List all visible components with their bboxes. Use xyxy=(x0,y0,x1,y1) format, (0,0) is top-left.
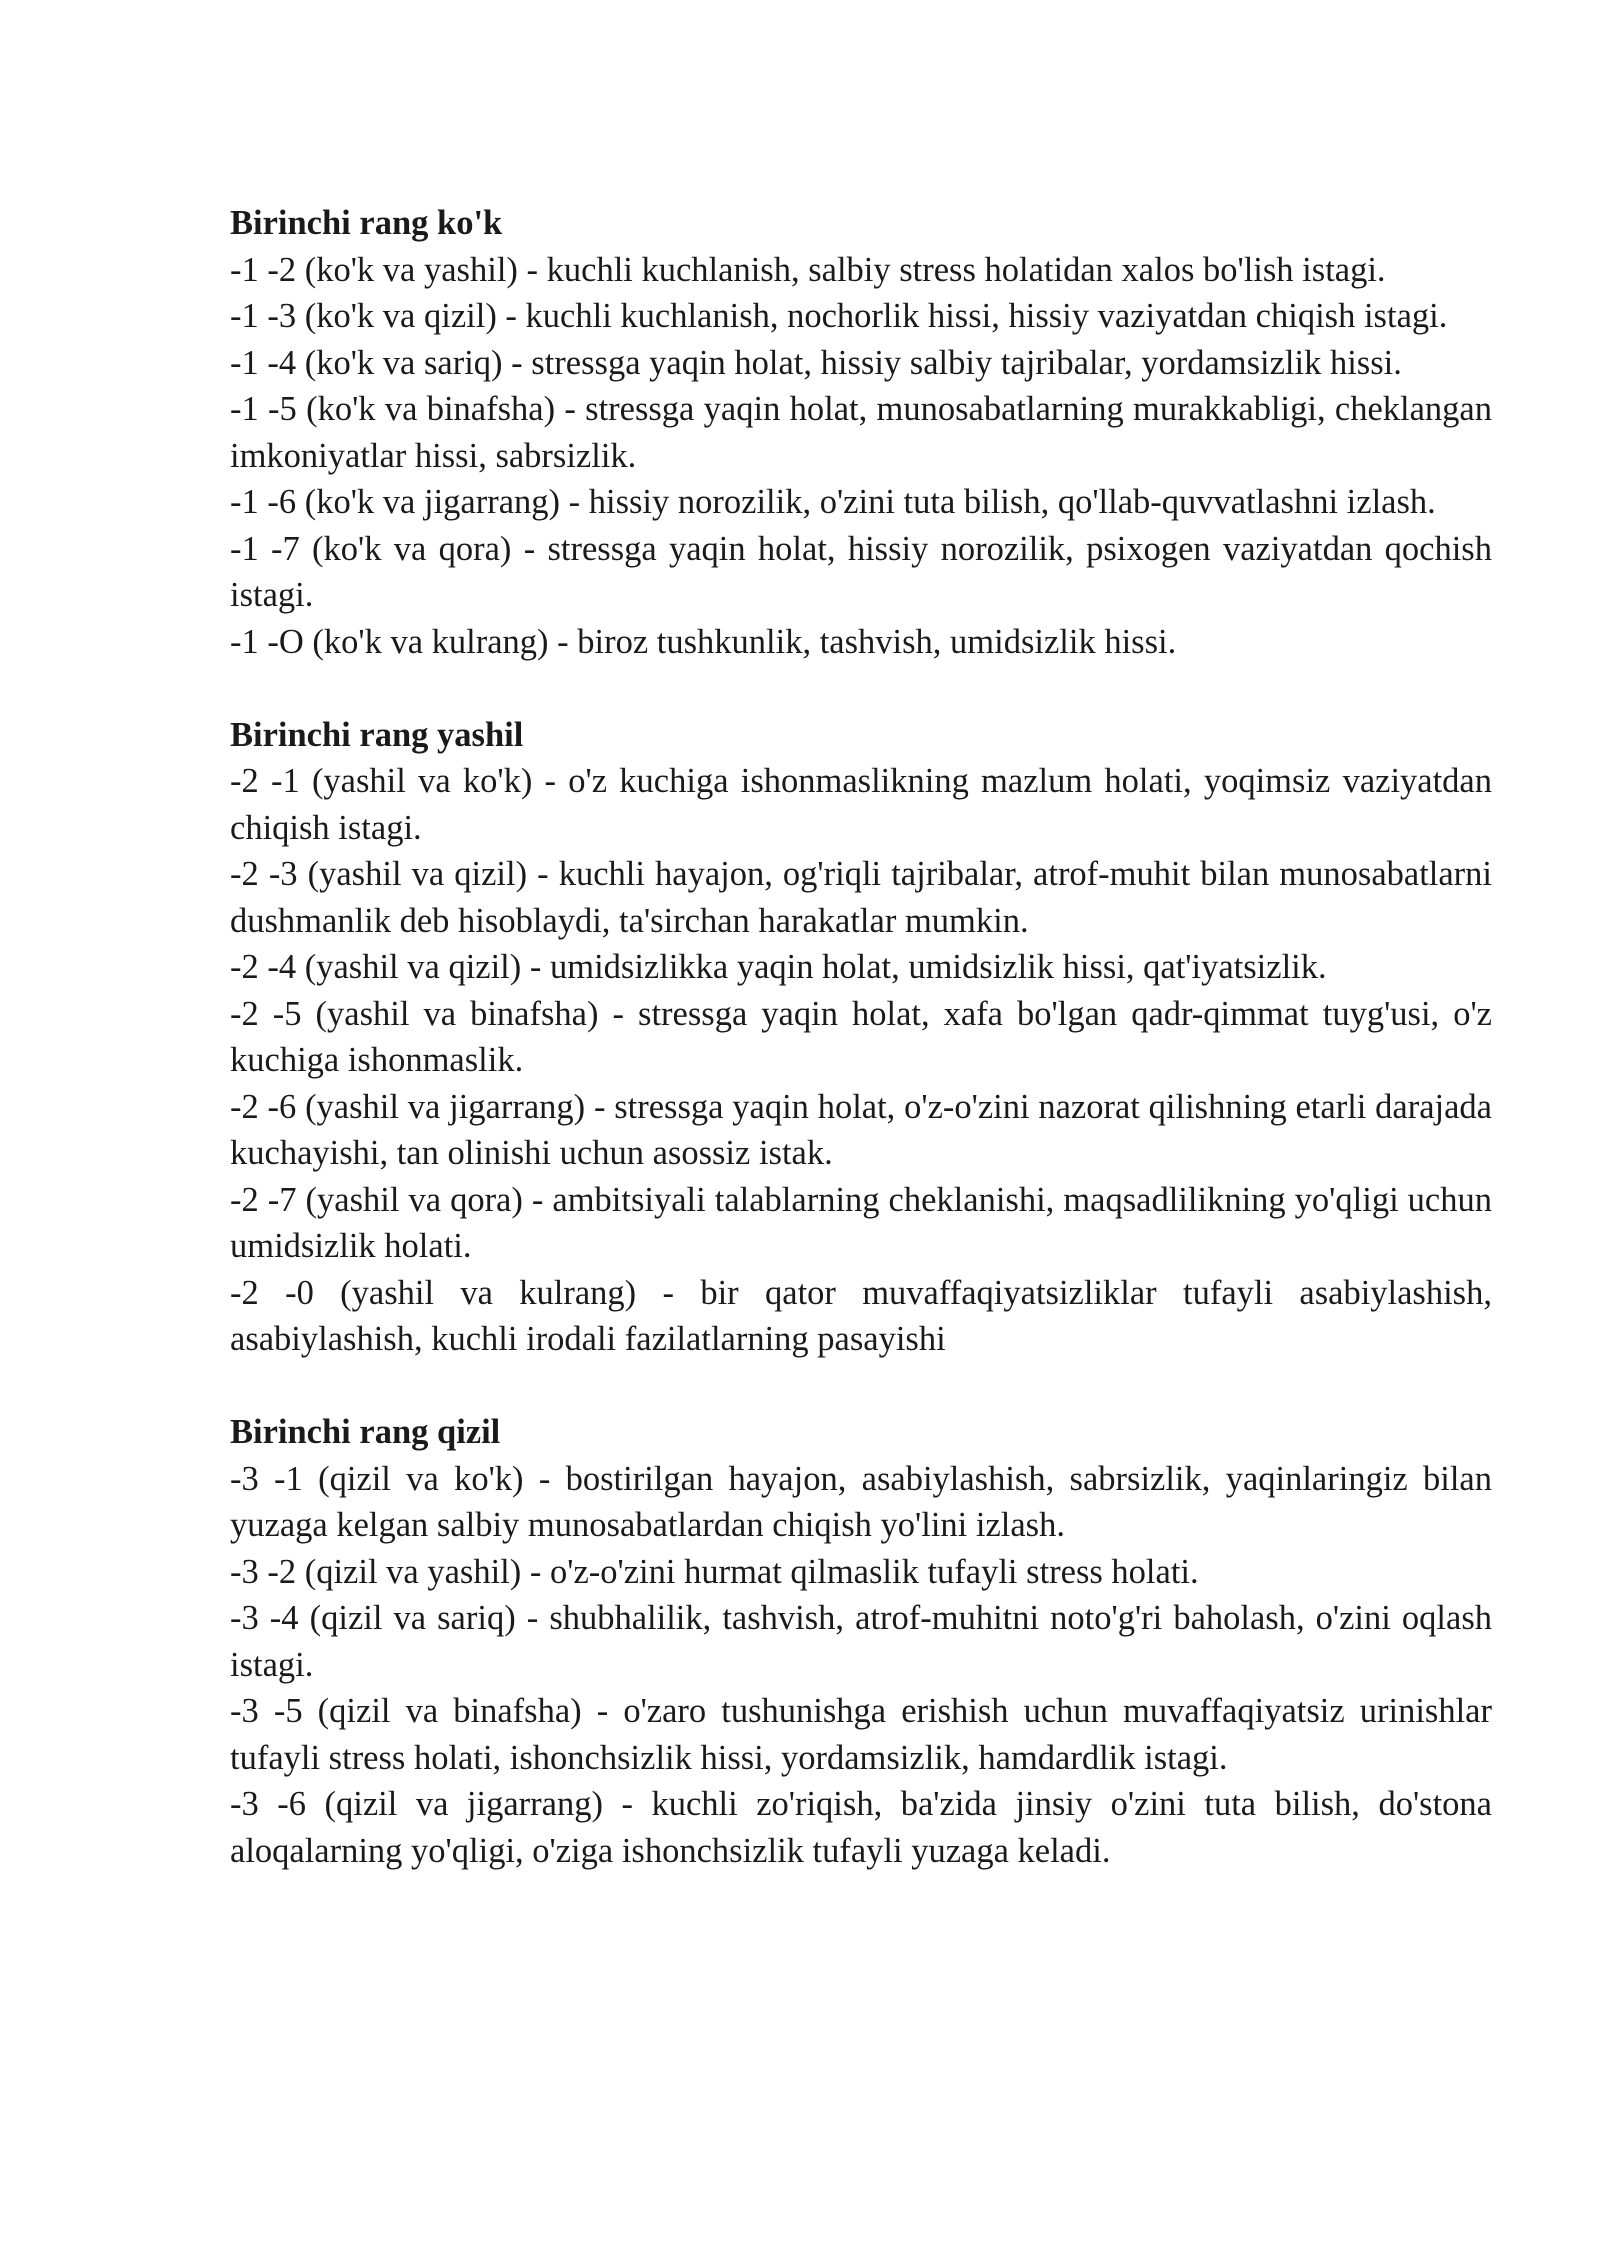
list-item: -3 -6 (qizil va jigarrang) - kuchli zo'riqish, ba'zida jinsiy o'zini tuta bilish, do'stona aloqalarning yo'qligi, o'ziga ishonchsizlik tufayli yuzaga keladi. xyxy=(230,1785,1492,1870)
section-heading: Birinchi rang ko'k xyxy=(230,204,503,242)
list-item: -3 -2 (qizil va yashil) - o'z-o'zini hurmat qilmaslik tufayli stress holati. xyxy=(230,1552,1199,1591)
list-item: -2 -7 (yashil va qora) - ambitsiyali talablarning cheklanishi, maqsadlilikning yo'qligi uchun umidsizlik holati. xyxy=(230,1180,1492,1265)
section-red xyxy=(230,1409,1492,1874)
document-page xyxy=(230,200,1492,1921)
list-item: -1 -4 (ko'k va sariq) - stressga yaqin holat, hissiy salbiy tajribalar, yordamsizlik hissi. xyxy=(230,343,1402,382)
list-item: -3 -4 (qizil va sariq) - shubhalilik, tashvish, atrof-muhitni noto'g'ri baholash, o'zini oqlash istagi. xyxy=(230,1599,1492,1684)
section-blue xyxy=(230,200,1492,665)
section-heading: Birinchi rang qizil xyxy=(230,1413,501,1451)
section-green xyxy=(230,712,1492,1363)
list-item: -1 -2 (ko'k va yashil) - kuchli kuchlanish, salbiy stress holatidan xalos bo'lish istagi. xyxy=(230,250,1386,289)
list-item: -2 -6 (yashil va jigarrang) - stressga yaqin holat, o'z-o'zini nazorat qilishning etarli darajada kuchayishi, tan olinishi uchun asossiz istak. xyxy=(230,1087,1492,1172)
list-item: -3 -1 (qizil va ko'k) - bostirilgan hayajon, asabiylashish, sabrsizlik, yaqinlaringiz bilan yuzaga kelgan salbiy munosabatlardan chiqish yo'lini izlash. xyxy=(230,1459,1492,1544)
list-item: -1 -6 (ko'k va jigarrang) - hissiy norozilik, o'zini tuta bilish, qo'llab-quvvatlashni izlash. xyxy=(230,483,1436,521)
list-item: -1 -3 (ko'k va qizil) - kuchli kuchlanish, nochorlik hissi, hissiy vaziyatdan chiqish istagi. xyxy=(230,297,1448,335)
list-item: -1 -5 (ko'k va binafsha) - stressga yaqin holat, munosabatlarning murakkabligi, cheklangan imkoniyatlar hissi, sabrsizlik. xyxy=(230,390,1492,475)
list-item: -1 -O (ko'k va kulrang) - biroz tushkunlik, tashvish, umidsizlik hissi. xyxy=(230,622,1177,661)
list-item: -1 -7 (ko'k va qora) - stressga yaqin holat, hissiy norozilik, psixogen vaziyatdan qochish istagi. xyxy=(230,529,1492,614)
list-item: -2 -4 (yashil va qizil) - umidsizlikka yaqin holat, umidsizlik hissi, qat'iyatsizlik. xyxy=(230,948,1327,986)
list-item: -2 -5 (yashil va binafsha) - stressga yaqin holat, xafa bo'lgan qadr-qimmat tuyg'usi, o'z kuchiga ishonmaslik. xyxy=(230,994,1492,1079)
list-item: -2 -1 (yashil va ko'k) - o'z kuchiga ishonmaslikning mazlum holati, yoqimsiz vaziyatdan chiqish istagi. xyxy=(230,762,1492,847)
list-item: -2 -0 (yashil va kulrang) - bir qator muvaffaqiyatsizliklar tufayli asabiylashish, asabiylashish, kuchli irodali fazilatlarning pasayishi xyxy=(230,1273,1492,1358)
section-heading: Birinchi rang yashil xyxy=(230,715,524,754)
list-item: -3 -5 (qizil va binafsha) - o'zaro tushunishga erishish uchun muvaffaqiyatsiz urinishlar tufayli stress holati, ishonchsizlik hissi, yordamsizlik, hamdardlik istagi. xyxy=(230,1692,1492,1777)
list-item: -2 -3 (yashil va qizil) - kuchli hayajon, og'riqli tajribalar, atrof-muhit bilan munosabatlarni dushmanlik deb hisoblaydi, ta'sirchan harakatlar mumkin. xyxy=(230,855,1492,940)
